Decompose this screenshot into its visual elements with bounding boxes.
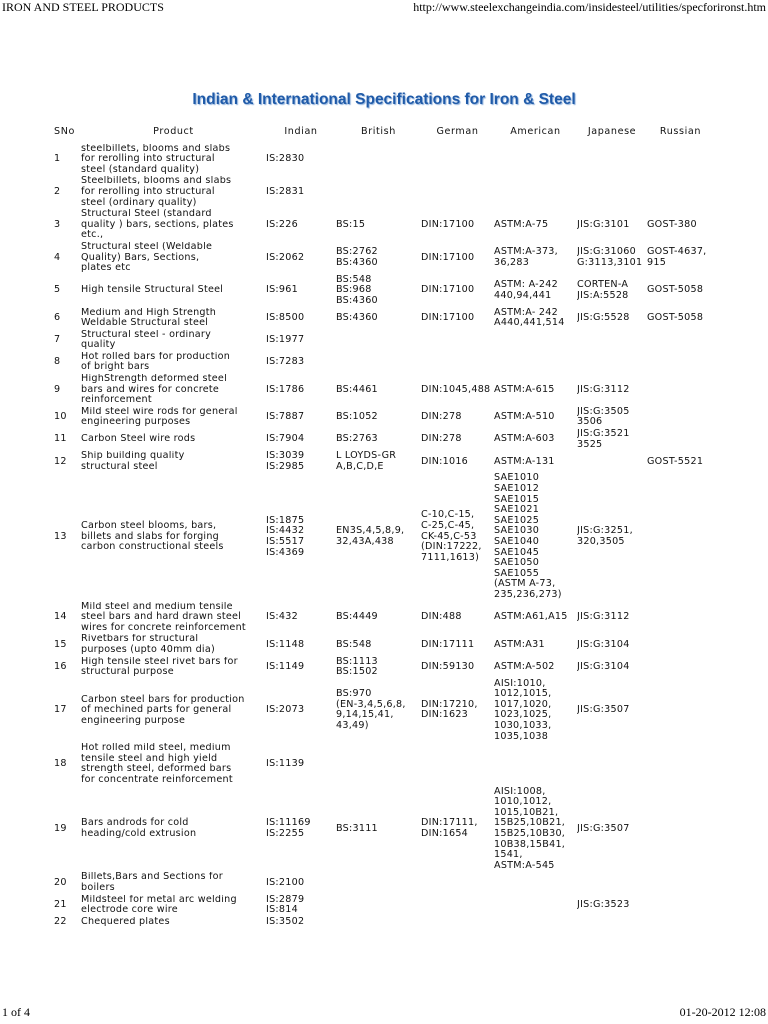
cell-indian: IS:2073	[266, 704, 305, 716]
cell-product: Medium and High Strength Weldable Structural steel	[81, 307, 217, 329]
cell-russian	[647, 787, 714, 873]
cell-british: BS:2763	[336, 433, 378, 445]
cell-american: ASTM:A-75	[494, 218, 549, 230]
cell-british: EN3S,4,5,8,9, 32,43A,438	[336, 525, 405, 547]
cell-british: L LOYDS-GR A,B,C,D,E	[336, 451, 397, 472]
cell-american	[494, 144, 577, 177]
cell-sno: 12	[54, 455, 67, 467]
cell-british	[336, 895, 421, 917]
cell-british: BS:4449	[336, 611, 378, 623]
cell-russian	[647, 352, 714, 374]
cell-american: ASTM: A-242 440,94,441	[494, 279, 558, 301]
cell-indian: IS:8500	[266, 311, 305, 323]
cell-german: DIN:488	[421, 611, 462, 623]
cell-american	[494, 352, 577, 374]
table-row	[54, 374, 714, 407]
cell-american: ASTM:A- 242 A440,441,514	[494, 307, 565, 329]
cell-russian	[647, 473, 714, 601]
cell-japanese: JIS:G:3101	[577, 218, 630, 230]
cell-american: ASTM:A-131	[494, 455, 555, 467]
table-header-row	[54, 127, 714, 144]
cell-product: HighStrength deformed steel bars and wires for concrete reinforcement	[81, 374, 227, 406]
cell-american: ASTM:A31	[494, 638, 545, 650]
cell-japanese: JIS:G:3104	[577, 660, 630, 672]
cell-product: Carbon steel blooms, bars, billets and slabs for forging carbon constructional steels	[81, 520, 224, 553]
cell-japanese: JIS:G:3112	[577, 611, 630, 623]
cell-sno: 19	[54, 822, 67, 834]
table-row	[54, 209, 714, 242]
cell-product: Steelbillets, blooms and slabs for rerolling into structural steel (ordinary quality)	[81, 176, 232, 208]
cell-american: ASTM:A-510	[494, 411, 555, 423]
cell-sno: 2	[54, 185, 61, 197]
table-row	[54, 308, 714, 330]
cell-product: Carbon Steel wire rods	[81, 433, 196, 445]
cell-indian: IS:1149	[266, 660, 305, 672]
cell-japanese: JIS:G:3505 3506	[577, 406, 630, 428]
cell-russian	[647, 634, 714, 656]
cell-american: SAE1010 SAE1012 SAE1015 SAE1021 SAE1025 SAE1030 SAE1040 SAE1045 SAE1050 SAE1055 (ASTM A-73, 235,236,273)	[494, 473, 562, 600]
table-row	[54, 602, 714, 635]
cell-german	[421, 895, 494, 917]
cell-russian	[647, 602, 714, 635]
cell-british: BS:3111	[336, 822, 378, 834]
cell-british: BS:548	[336, 638, 372, 650]
cell-japanese: JIS:G:5528	[577, 311, 630, 323]
table-row	[54, 872, 714, 894]
cell-american	[494, 743, 577, 786]
cell-japanese: JIS:G:3521 3525	[577, 429, 630, 450]
table-row	[54, 917, 714, 929]
cell-indian: IS:1786	[266, 383, 305, 395]
cell-british	[336, 330, 421, 352]
cell-indian: IS:11169 IS:2255	[266, 817, 311, 839]
cell-japanese: JIS:G:3523	[577, 898, 630, 910]
table-row	[54, 330, 714, 352]
cell-indian: IS:2831	[266, 185, 305, 197]
cell-russian	[647, 743, 714, 786]
table-row	[54, 679, 714, 744]
cell-japanese	[577, 743, 647, 786]
cell-sno: 3	[54, 218, 61, 230]
cell-british: BS:1052	[336, 411, 378, 423]
cell-japanese: CORTEN-A JIS:A:5528	[577, 279, 629, 301]
cell-german	[421, 176, 494, 209]
cell-german	[421, 917, 494, 929]
cell-japanese: JIS:G:3507	[577, 704, 630, 716]
cell-american: ASTM:A-373, 36,283	[494, 246, 558, 268]
cell-product: Hot rolled bars for production of bright bars	[81, 351, 231, 373]
cell-japanese: JIS:G:3104	[577, 638, 630, 650]
cell-sno: 10	[54, 411, 67, 423]
cell-german	[421, 144, 494, 177]
cell-german: DIN:1045,488	[421, 383, 491, 395]
cell-japanese	[577, 872, 647, 894]
page-header-url: http://www.steelexchangeindia.com/insidesteel/utilities/specforironst.htm	[413, 0, 766, 14]
cell-german: DIN:278	[421, 411, 462, 423]
cell-russian	[647, 872, 714, 894]
cell-indian: IS:2062	[266, 251, 305, 263]
cell-british	[336, 176, 421, 209]
cell-german: DIN:17111, DIN:1654	[421, 817, 478, 839]
cell-russian	[647, 679, 714, 744]
cell-american: ASTM:A61,A15	[494, 611, 568, 623]
table-row	[54, 473, 714, 601]
column-header-indian: Indian	[284, 126, 318, 137]
cell-american	[494, 176, 577, 209]
cell-product: Structural steel (Weldable Quality) Bars, Sections, plates etc	[81, 241, 213, 274]
cell-german	[421, 872, 494, 894]
table-row	[54, 451, 714, 473]
cell-russian: GOST-5521	[647, 455, 704, 467]
cell-american: AISI:1010, 1012,1015, 1017,1020, 1023,1025, 1030,1033, 1035,1038	[494, 678, 552, 742]
cell-sno: 8	[54, 356, 61, 368]
cell-indian: IS:432	[266, 611, 298, 623]
table-body	[54, 144, 714, 929]
cell-russian	[647, 895, 714, 917]
cell-sno: 4	[54, 251, 61, 263]
cell-sno: 18	[54, 758, 67, 770]
cell-japanese	[577, 176, 647, 209]
table-row	[54, 429, 714, 451]
cell-german: DIN:17100	[421, 284, 475, 296]
cell-sno: 16	[54, 660, 67, 672]
cell-russian: GOST-380	[647, 218, 697, 230]
cell-indian: IS:1139	[266, 758, 305, 770]
cell-sno: 20	[54, 876, 67, 888]
table-row	[54, 176, 714, 209]
cell-sno: 14	[54, 611, 67, 623]
cell-japanese: JIS:G:3251, 320,3505	[577, 525, 633, 547]
cell-russian	[647, 176, 714, 209]
cell-russian	[647, 144, 714, 177]
cell-russian	[647, 657, 714, 679]
table-row	[54, 743, 714, 786]
cell-indian: IS:3502	[266, 916, 305, 927]
cell-german: DIN:278	[421, 433, 462, 445]
cell-product: High tensile steel rivet bars for structural purpose	[81, 656, 238, 678]
cell-indian: IS:1875 IS:4432 IS:5517 IS:4369	[266, 514, 305, 558]
cell-russian	[647, 374, 714, 407]
cell-german	[421, 352, 494, 374]
cell-indian: IS:7887	[266, 411, 305, 423]
cell-british: BS:970 (EN-3,4,5,6,8, 9,14,15,41, 43,49)	[336, 688, 406, 732]
cell-american: ASTM:A-603	[494, 433, 555, 445]
cell-japanese	[577, 144, 647, 177]
cell-indian: IS:7283	[266, 356, 305, 368]
cell-japanese	[577, 917, 647, 929]
cell-american: AISI:1008, 1010,1012, 1015,10B21, 15B25,10B21, 15B25,10B30, 10B38,15B41, 1541, ASTM:A-545	[494, 786, 566, 871]
cell-russian	[647, 917, 714, 929]
cell-sno: 6	[54, 311, 61, 323]
cell-german	[421, 743, 494, 786]
cell-sno: 5	[54, 284, 61, 296]
cell-product: Bars androds for cold heading/cold extrusion	[81, 817, 197, 839]
cell-german	[421, 330, 494, 352]
cell-product: Carbon steel bars for production of mechined parts for general engineering purpose	[81, 693, 245, 726]
cell-indian: IS:7904	[266, 433, 305, 445]
cell-american: ASTM:A-502	[494, 660, 555, 672]
table-row	[54, 787, 714, 873]
table-row	[54, 657, 714, 679]
cell-sno: 9	[54, 383, 61, 395]
cell-sno: 7	[54, 333, 61, 345]
cell-american	[494, 917, 577, 929]
cell-british: BS:548 BS:968 BS:4360	[336, 274, 378, 306]
cell-british: BS:15	[336, 218, 366, 230]
cell-indian: IS:1977	[266, 333, 305, 345]
cell-british	[336, 917, 421, 929]
cell-product: Hot rolled mild steel, medium tensile steel and high yield strength steel, deformed bars for concentrate reinforcement	[81, 743, 233, 786]
cell-indian: IS:2100	[266, 876, 305, 888]
table-row	[54, 352, 714, 374]
cell-sno: 11	[54, 433, 67, 445]
cell-sno: 1	[54, 153, 61, 165]
column-header-japanese: Japanese	[587, 126, 637, 137]
table-row	[54, 634, 714, 656]
cell-british: BS:4461	[336, 383, 378, 395]
column-header-british: British	[361, 126, 396, 137]
cell-product: High tensile Structural Steel	[81, 284, 224, 296]
print-datetime: 01-20-2012 12:08	[679, 1005, 766, 1019]
document-title: Indian & International Specifications for Iron & Steel	[192, 91, 576, 108]
cell-product: Mild steel wire rods for general engineering purposes	[81, 406, 238, 428]
cell-russian: GOST-5058	[647, 284, 704, 296]
table-row	[54, 407, 714, 429]
cell-product: Mildsteel for metal arc welding electrode core wire	[81, 894, 237, 916]
cell-product: Structural Steel (standard quality ) bars, sections, plates etc.,	[81, 209, 234, 241]
table-row	[54, 144, 714, 177]
cell-japanese	[577, 352, 647, 374]
cell-german: DIN:17210, DIN:1623	[421, 698, 478, 721]
column-header-american: American	[510, 126, 561, 137]
page-count: 1 of 4	[2, 1005, 30, 1019]
cell-product: Mild steel and medium tensile steel bars and hard drawn steel wires for concrete reinforcement	[81, 601, 246, 633]
column-header-sno: SNo	[54, 126, 75, 137]
cell-product: Chequered plates	[81, 916, 170, 927]
cell-british: BS:4360	[336, 311, 378, 323]
cell-american	[494, 872, 577, 894]
cell-sno: 22	[54, 916, 67, 927]
cell-sno: 15	[54, 638, 67, 650]
cell-american	[494, 895, 577, 917]
table-row	[54, 895, 714, 917]
cell-indian: IS:1148	[266, 638, 305, 650]
cell-sno: 21	[54, 898, 67, 910]
cell-german: DIN:17100	[421, 251, 475, 263]
cell-product: Structural steel - ordinary quality	[81, 329, 212, 351]
column-header-product: Product	[153, 126, 194, 137]
cell-german: DIN:17100	[421, 311, 475, 323]
cell-product: steelbillets, blooms and slabs for rerolling into structural steel (standard quality)	[81, 143, 231, 175]
cell-british: BS:1113 BS:1502	[336, 656, 378, 678]
cell-german: DIN:17111	[421, 638, 475, 650]
cell-japanese	[577, 330, 647, 352]
cell-japanese: JIS:G:3507	[577, 822, 630, 834]
page-header-title: IRON AND STEEL PRODUCTS	[2, 0, 164, 14]
cell-russian: GOST-4637, 915	[647, 246, 707, 268]
cell-american	[494, 330, 577, 352]
cell-product: Rivetbars for structural purposes (upto 40mm dia)	[81, 634, 215, 655]
cell-indian: IS:3039 IS:2985	[266, 451, 305, 472]
column-header-german: German	[436, 126, 479, 137]
column-header-russian: Russian	[659, 126, 702, 137]
cell-british	[336, 872, 421, 894]
cell-indian: IS:2879 IS:814	[266, 894, 305, 916]
specifications-table	[54, 127, 714, 928]
cell-british	[336, 352, 421, 374]
cell-british	[336, 144, 421, 177]
cell-german: C-10,C-15, C-25,C-45, CK-45,C-53 (DIN:17222, 7111,1613)	[421, 509, 482, 563]
cell-indian: IS:226	[266, 218, 298, 230]
cell-german: DIN:1016	[421, 455, 469, 467]
cell-product: Ship building quality structural steel	[81, 451, 185, 472]
cell-japanese	[577, 451, 647, 473]
cell-product: Billets,Bars and Sections for boilers	[81, 872, 223, 893]
cell-japanese: JIS:G:31060 G:3113,3101	[577, 246, 643, 268]
table-row	[54, 242, 714, 275]
cell-russian	[647, 330, 714, 352]
cell-german: DIN:17100	[421, 218, 475, 230]
cell-sno: 13	[54, 530, 67, 542]
cell-russian	[647, 429, 714, 451]
cell-russian	[647, 407, 714, 429]
cell-russian: GOST-5058	[647, 311, 704, 323]
cell-british: BS:2762 BS:4360	[336, 246, 378, 268]
cell-american: ASTM:A-615	[494, 383, 555, 395]
cell-british	[336, 743, 421, 786]
table-row	[54, 275, 714, 308]
cell-sno: 17	[54, 704, 67, 716]
cell-japanese: JIS:G:3112	[577, 383, 630, 395]
cell-indian: IS:961	[266, 284, 298, 296]
cell-indian: IS:2830	[266, 153, 305, 165]
cell-german: DIN:59130	[421, 660, 475, 672]
